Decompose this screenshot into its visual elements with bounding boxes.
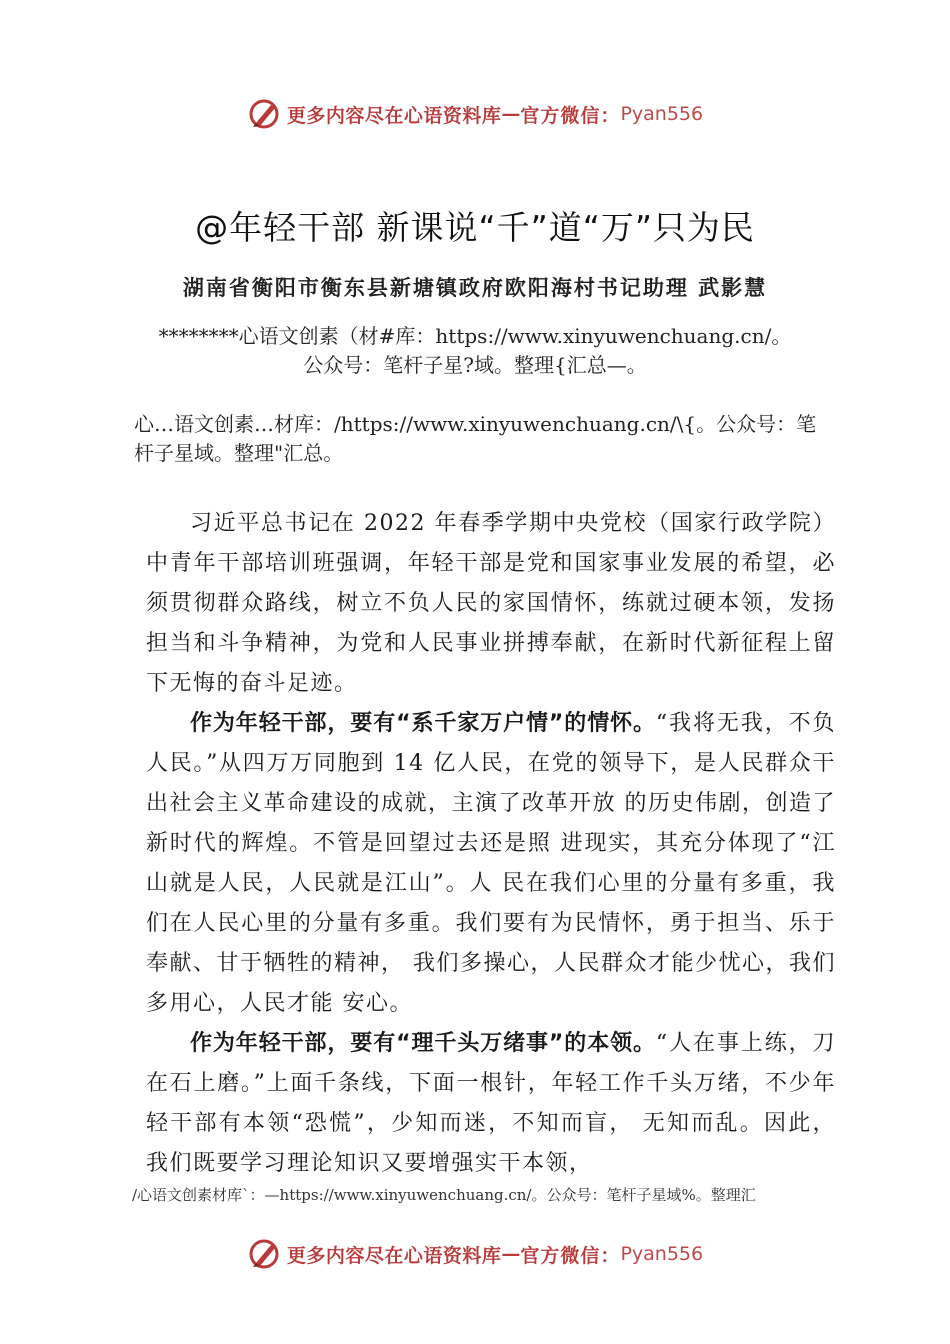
pen-logo-icon xyxy=(247,97,281,131)
paragraph xyxy=(146,504,836,704)
paragraph xyxy=(146,704,836,1024)
paragraph-text: “人在事上练，刀在石上磨。”上面千条线，下面一根针，年轻工作千头万绪，不少年轻干部有本领“恐慌”，少知而迷，不知而盲， 无知而乱。因此，我们既要学习理论知识又要增强实干本领， xyxy=(146,1031,837,1176)
footer-source-note: /心语文创素材库`：—https://www.xinyuwenchuang.cn/。公众号：笔杆子星域%。整理汇 xyxy=(132,1186,756,1204)
banner-separator: — xyxy=(501,103,521,125)
paragraph-lead: 作为年轻干部，要有“系千家万户情”的情怀。 xyxy=(190,711,656,736)
banner-wechat-id: Pyan556 xyxy=(620,1243,704,1265)
source-note-2: 心…语文创素…材库：/https://www.xinyuwenchuang.cn/\{。公众号：笔杆子星域。整理"汇总。 xyxy=(134,412,817,465)
paragraph-text: “我将无我，不负人民。”从四万万同胞到 14 亿人民，在党的领导下，是人民群众干出社会主义革命建设的成就，主演了改革开放 的历史伟剧，创造了新时代的辉煌。不管是回望过去还是照 进现实，其充分体现了“江山就是人民，人民就是江山”。人 民在我们心里的分量有多重，我们在人民心里的分量有多重。我们要有为民情怀，勇于担当、乐于奉献、甘于牺牲的精神， 我们多操心，人民群众才能少忧心，我们多用心，人民才能 安心。 xyxy=(146,711,837,1016)
footer-banner xyxy=(0,1234,950,1274)
header-banner xyxy=(0,94,950,134)
banner-text: 更多内容尽在心语资料库 xyxy=(286,104,502,127)
paragraph-lead: 作为年轻干部，要有“理千头万绪事”的本领。 xyxy=(190,1031,656,1056)
document-author: 湖南省衡阳市衡东县新塘镇政府欧阳海村书记助理 武影慧 xyxy=(182,275,768,300)
source-note-1: ********心语文创素（材#库：https://www.xinyuwenchuang.cn/。公众号：笔杆子星?域。整理{汇总—。 xyxy=(158,324,792,377)
pen-logo-icon xyxy=(247,1237,281,1271)
banner-separator: — xyxy=(501,1243,521,1265)
banner-wechat-id: Pyan556 xyxy=(620,103,704,125)
document-body xyxy=(146,504,836,1184)
banner-text: 更多内容尽在心语资料库 xyxy=(286,1244,502,1267)
paragraph xyxy=(146,1024,836,1184)
document-title: @年轻干部 新课说“千”道“万”只为民 xyxy=(195,208,755,247)
paragraph-text: 习近平总书记在 2022 年春季学期中央党校（国家行政学院）中青年干部培训班强调，年轻干部是党和国家事业发展的希望，必须贯彻群众路线，树立不负人民的家国情怀，练就过硬本领，发扬担当和斗争精神，为党和人民事业拼搏奉献，在新时代新征程上留下无悔的奋斗足迹。 xyxy=(146,511,836,696)
banner-wechat-label: 官方微信： xyxy=(520,104,621,127)
banner-wechat-label: 官方微信： xyxy=(520,1244,621,1267)
